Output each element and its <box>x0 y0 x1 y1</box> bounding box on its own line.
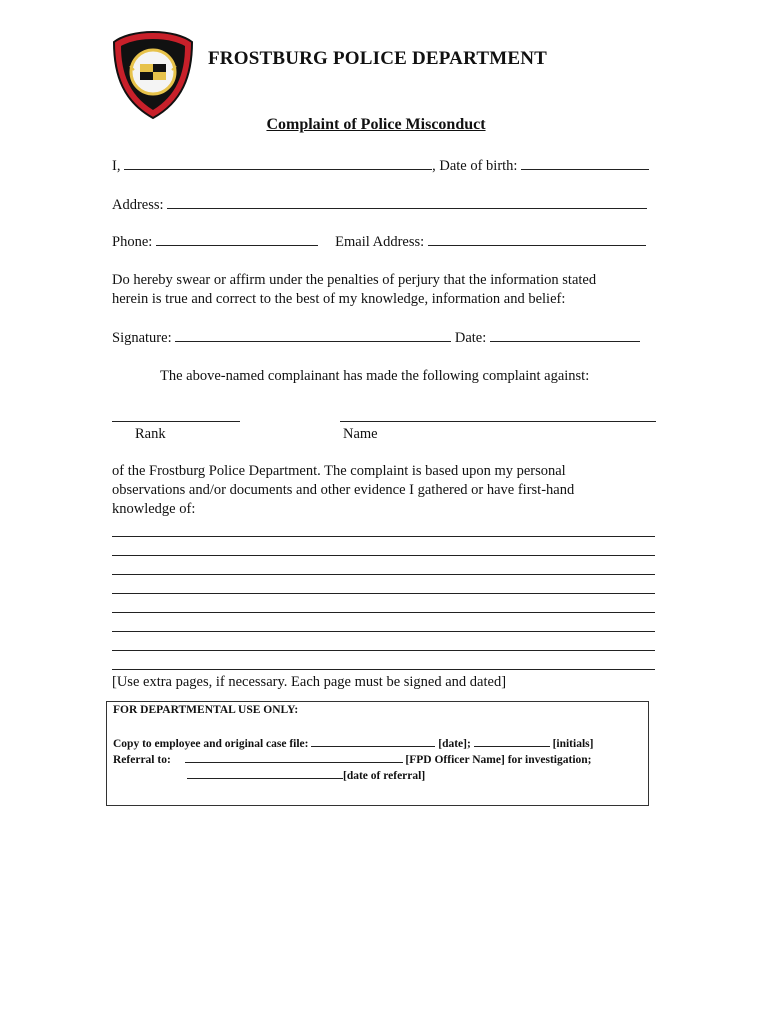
date-label: Date: <box>454 330 487 346</box>
oath-line: herein is true and correct to the best of my knowledge, information and belief: <box>112 291 566 307</box>
name-dob-row <box>112 156 649 175</box>
copy-label: Copy to employee and original case file: <box>113 738 309 750</box>
complaint-line[interactable] <box>112 574 655 575</box>
phone-email-row <box>112 232 646 251</box>
copy-row <box>113 736 593 750</box>
complainant-name-field[interactable] <box>124 156 432 170</box>
signature-date-field[interactable] <box>490 328 640 342</box>
referral-date-tag: [date of referral] <box>343 770 426 782</box>
initials-field[interactable] <box>474 736 550 747</box>
complaint-line[interactable] <box>112 650 655 651</box>
basis-paragraph <box>112 462 574 519</box>
signature-field[interactable] <box>175 328 451 342</box>
against-text: The above-named complainant has made the following complaint against: <box>160 368 590 384</box>
oath-paragraph <box>112 271 596 309</box>
email-label: Email Address: <box>335 234 425 250</box>
referral-officer-field[interactable] <box>185 752 403 763</box>
departmental-use-heading: FOR DEPARTMENTAL USE ONLY: <box>113 704 299 716</box>
date-of-birth-field[interactable] <box>521 156 649 170</box>
complaint-line[interactable] <box>112 593 655 594</box>
basis-line: knowledge of: <box>112 501 196 517</box>
copy-date-field[interactable] <box>311 736 435 747</box>
extra-pages-note: [Use extra pages, if necessary. Each page must be signed and dated] <box>112 674 507 690</box>
departmental-use-box <box>106 701 649 806</box>
complaint-line[interactable] <box>112 631 655 632</box>
address-label: Address: <box>112 197 164 213</box>
officer-name-field[interactable] <box>340 421 656 422</box>
complaint-line[interactable] <box>112 669 655 670</box>
complaint-line[interactable] <box>112 612 655 613</box>
complaint-line[interactable] <box>112 555 655 556</box>
police-badge-logo <box>112 30 194 120</box>
email-field[interactable] <box>428 232 646 246</box>
name-label: Name <box>343 426 378 442</box>
date-tag: [date]; <box>438 738 471 750</box>
rank-label: Rank <box>135 426 166 442</box>
complaint-line[interactable] <box>112 536 655 537</box>
initials-tag: [initials] <box>552 738 594 750</box>
referral-date-row <box>187 768 425 782</box>
badge-icon <box>112 30 194 120</box>
dob-label: , Date of birth: <box>432 158 518 174</box>
signature-row <box>112 328 640 347</box>
basis-line: of the Frostburg Police Department. The complaint is based upon my personal <box>112 463 566 479</box>
oath-line: Do hereby swear or affirm under the penalties of perjury that the information stated <box>112 272 597 288</box>
address-row <box>112 195 647 214</box>
rank-field[interactable] <box>112 421 240 422</box>
department-title: FROSTBURG POLICE DEPARTMENT <box>208 48 548 69</box>
officer-tag: [FPD Officer Name] for investigation; <box>405 754 592 766</box>
referral-label: Referral to: <box>113 754 171 766</box>
address-field[interactable] <box>167 195 647 209</box>
phone-field[interactable] <box>156 232 318 246</box>
basis-line: observations and/or documents and other evidence I gathered or have first-hand <box>112 482 575 498</box>
phone-label: Phone: <box>112 234 153 250</box>
referral-date-field[interactable] <box>187 768 343 779</box>
form-title: Complaint of Police Misconduct <box>266 116 486 133</box>
referral-row <box>113 752 591 766</box>
signature-label: Signature: <box>112 330 172 346</box>
name-prefix: I, <box>112 158 121 174</box>
